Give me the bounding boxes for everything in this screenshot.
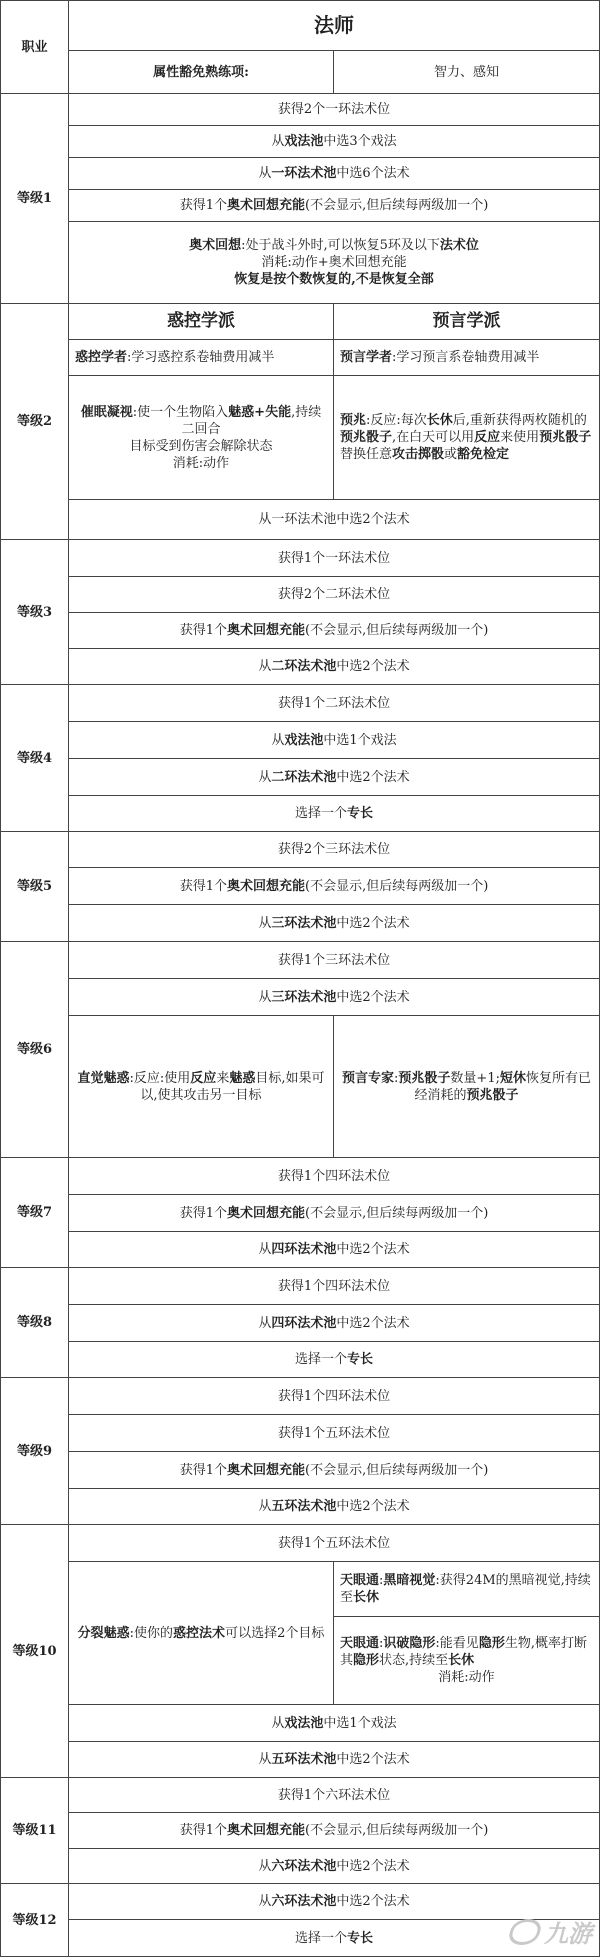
level-4-label: 等级4: [0, 684, 69, 832]
lv10-row-3: 从五环法术池中选2个法术: [68, 1741, 600, 1778]
lv6-instinctive-charm: 直觉魅惑:反应:使用反应来魅惑目标,如果可以,使其攻击另一目标: [68, 1015, 334, 1158]
level-8-label: 等级8: [0, 1267, 69, 1378]
lv9-row-3: 获得1个奥术回想充能(不会显示,但后续每两级加一个): [68, 1451, 600, 1489]
lv5-row-3: 从三环法术池中选2个法术: [68, 904, 600, 942]
attr-label-cell: 属性豁免熟练项:: [68, 50, 334, 94]
lv1-row-3: 从一环法术池中选6个法术: [68, 157, 600, 190]
lv12-row-1: 从六环法术池中选2个法术: [68, 1883, 600, 1920]
lv2-row-spells: 从一环法术池中选2个法术: [68, 499, 600, 540]
lv1-arcane-recovery: 奥术回想:处于战斗外时,可以恢复5环及以下法术位 消耗:动作+奥术回想充能 恢复是按个数恢复的,不是恢复全部: [68, 221, 600, 304]
lv7-row-2: 获得1个奥术回想充能(不会显示,但后续每两级加一个): [68, 1194, 600, 1232]
level-11-label: 等级11: [0, 1777, 69, 1884]
lv7-row-1: 获得1个四环法术位: [68, 1157, 600, 1195]
lv10-row-1: 获得1个五环法术位: [68, 1524, 600, 1562]
watermark-logo-icon: [507, 1919, 544, 1945]
lv10-third-eye-see-invisibility: 天眼通:识破隐形:能看见隐形生物,概率打断其隐形状态,持续至长休 消耗:动作: [333, 1616, 600, 1705]
lv5-row-2: 获得1个奥术回想充能(不会显示,但后续每两级加一个): [68, 867, 600, 905]
lv10-third-eye-darkvision: 天眼通:黑暗视觉:获得24M的黑暗视觉,持续至长休: [333, 1561, 600, 1617]
lv3-row-4: 从二环法术池中选2个法术: [68, 648, 600, 685]
school-enchantment-header: 惑控学派: [68, 303, 334, 340]
level-1-label: 等级1: [0, 93, 69, 304]
lv2-portent: 预兆:反应:每次长休后,重新获得两枚随机的预兆骰子,在白天可以用反应来使用预兆骰子替换任意攻击掷骰或豁免检定: [333, 375, 600, 500]
lv12-row-2: 选择一个专长: [68, 1919, 600, 1957]
level-12-label: 等级12: [0, 1883, 69, 1957]
lv2-enchantment-savant: 惑控学者:学习惑控系卷轴费用减半: [68, 339, 334, 376]
lv4-row-1: 获得1个二环法术位: [68, 684, 600, 722]
level-7-label: 等级7: [0, 1157, 69, 1268]
level-3-label: 等级3: [0, 539, 69, 685]
level-2-label: 等级2: [0, 303, 69, 540]
lv8-row-3: 选择一个专长: [68, 1341, 600, 1378]
lv3-row-1: 获得1个一环法术位: [68, 539, 600, 577]
level-5-label: 等级5: [0, 831, 69, 942]
lv3-row-2: 获得2个二环法术位: [68, 576, 600, 613]
lv11-row-1: 获得1个六环法术位: [68, 1777, 600, 1813]
class-name-cell: 法师: [68, 0, 600, 51]
lv9-row-4: 从五环法术池中选2个法术: [68, 1488, 600, 1525]
lv4-row-3: 从二环法术池中选2个法术: [68, 758, 600, 796]
lv1-row-4: 获得1个奥术回想充能(不会显示,但后续每两级加一个): [68, 189, 600, 222]
lv9-row-2: 获得1个五环法术位: [68, 1414, 600, 1452]
lv4-row-4: 选择一个专长: [68, 795, 600, 832]
watermark: 九游: [510, 1914, 592, 1949]
level-9-label: 等级9: [0, 1377, 69, 1525]
lv10-split-enchantment: 分裂魅惑:使你的惑控法术可以选择2个目标: [68, 1561, 334, 1705]
lv6-expert-divination: 预言专家:预兆骰子数量+1;短休恢复所有已经消耗的预兆骰子: [333, 1015, 600, 1158]
lv7-row-3: 从四环法术池中选2个法术: [68, 1231, 600, 1268]
lv1-row-1: 获得2个一环法术位: [68, 93, 600, 126]
lv10-row-2: 从戏法池中选1个戏法: [68, 1704, 600, 1742]
lv4-row-2: 从戏法池中选1个戏法: [68, 721, 600, 759]
level-6-label: 等级6: [0, 941, 69, 1158]
lv9-row-1: 获得1个四环法术位: [68, 1377, 600, 1415]
lv11-row-3: 从六环法术池中选2个法术: [68, 1848, 600, 1884]
lv8-row-1: 获得1个四环法术位: [68, 1267, 600, 1305]
lv5-row-1: 获得2个三环法术位: [68, 831, 600, 868]
lv11-row-2: 获得1个奥术回想充能(不会显示,但后续每两级加一个): [68, 1812, 600, 1849]
lv1-row-2: 从戏法池中选3个戏法: [68, 125, 600, 158]
lv2-divination-savant: 预言学者:学习预言系卷轴费用减半: [333, 339, 600, 376]
lv8-row-2: 从四环法术池中选2个法术: [68, 1304, 600, 1342]
lv3-row-3: 获得1个奥术回想充能(不会显示,但后续每两级加一个): [68, 612, 600, 649]
school-divination-header: 预言学派: [333, 303, 600, 340]
lv6-row-2: 从三环法术池中选2个法术: [68, 978, 600, 1016]
class-label-cell: 职业: [0, 0, 69, 94]
attr-value-cell: 智力、感知: [333, 50, 600, 94]
lv2-hypnotic-gaze: 催眠凝视:使一个生物陷入魅惑+失能,持续二回合 目标受到伤害会解除状态 消耗:动作: [68, 375, 334, 500]
level-10-label: 等级10: [0, 1524, 69, 1778]
lv6-row-1: 获得1个三环法术位: [68, 941, 600, 979]
